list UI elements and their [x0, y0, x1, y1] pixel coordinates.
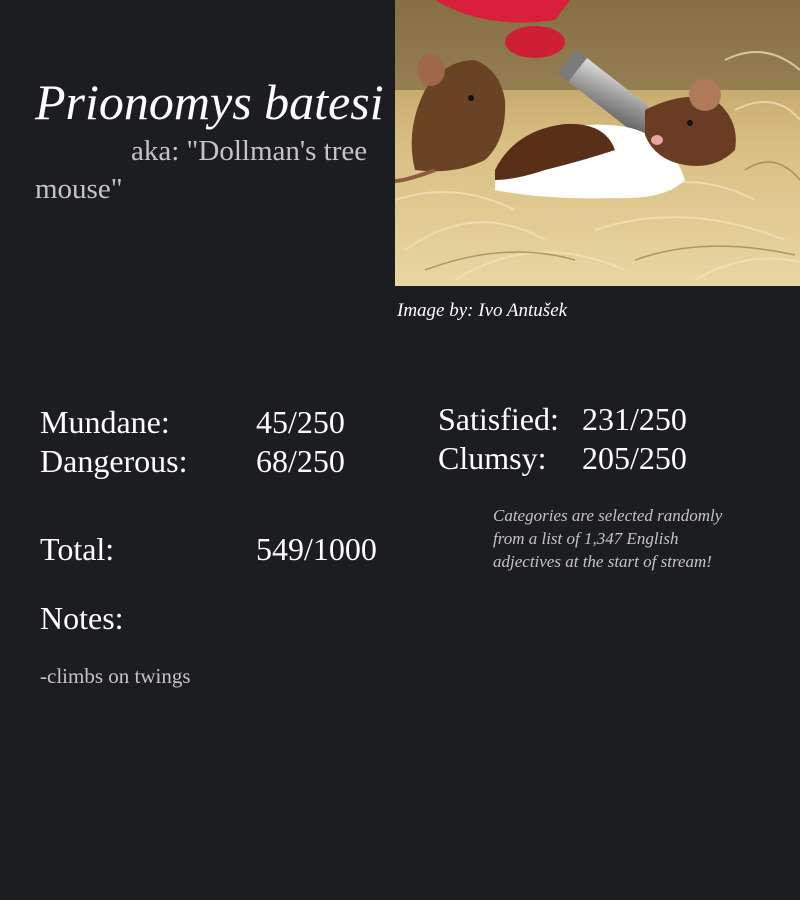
satisfied-value: 231/250 [582, 401, 687, 437]
species-scientific-name: Prionomys batesi [35, 74, 384, 130]
mice-photo [395, 0, 800, 286]
categories-disclaimer: Categories are selected randomly from a list of 1,347 English adjectives at the start of stream! [493, 506, 723, 571]
satisfied-label: Satisfied: [438, 401, 559, 437]
dangerous-value: 68/250 [256, 443, 345, 479]
clumsy-value: 205/250 [582, 440, 687, 476]
mundane-label: Mundane: [40, 404, 170, 440]
image-credit: Image by: Ivo Antušek [397, 300, 568, 321]
clumsy-label: Clumsy: [438, 440, 547, 476]
species-common-name: aka: "Dollman's tree mouse" [35, 135, 368, 205]
total-label: Total: [40, 531, 115, 567]
notes-heading: Notes: [40, 600, 124, 636]
mundane-value: 45/250 [256, 404, 345, 440]
dangerous-label: Dangerous: [40, 443, 188, 479]
notes-item: -climbs on twings [40, 664, 191, 688]
total-value: 549/1000 [256, 531, 377, 567]
